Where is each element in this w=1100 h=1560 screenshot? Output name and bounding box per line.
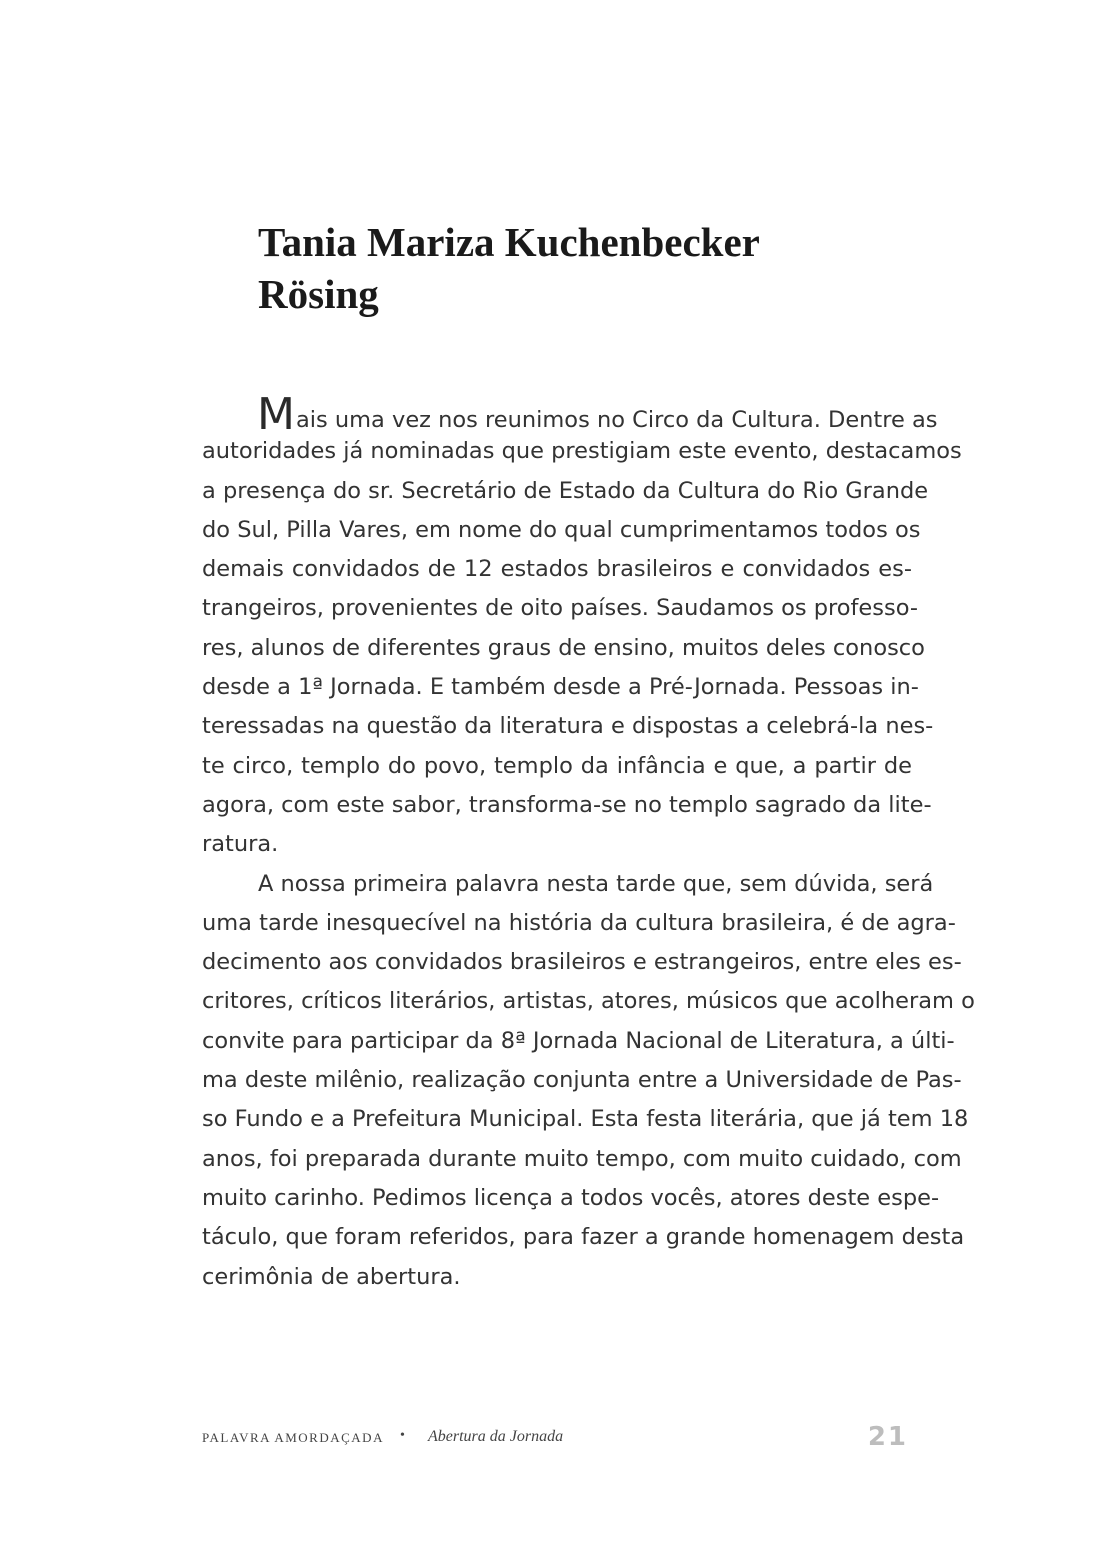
text-line: decimento aos convidados brasileiros e estrangeiros, entre eles es-	[202, 949, 962, 976]
text-line: ma deste milênio, realização conjunta entre a Universidade de Pas-	[202, 1067, 962, 1094]
book-title: PALAVRA AMORDAÇADA	[202, 1430, 384, 1445]
text-line: a presença do sr. Secretário de Estado da Cultura do Rio Grande	[202, 477, 929, 504]
text-line: agora, com este sabor, transforma-se no templo sagrado da lite-	[202, 791, 932, 818]
text-line: res, alunos de diferentes graus de ensino, muitos deles conosco	[202, 634, 925, 661]
text-line: convite para participar da 8ª Jornada Nacional de Literatura, a últi-	[202, 1027, 955, 1054]
paragraph-1-line-1	[202, 389, 938, 440]
text-line: uma tarde inesquecível na história da cultura brasileira, é de agra-	[202, 909, 956, 936]
text-line: trangeiros, provenientes de oito países. Saudamos os professo-	[202, 595, 919, 622]
bullet-separator: •	[400, 1428, 405, 1443]
paragraph-2-line-1: A nossa primeira palavra nesta tarde que, sem dúvida, será	[258, 870, 934, 897]
text-line: anos, foi preparada durante muito tempo, com muito cuidado, com	[202, 1145, 962, 1172]
body-text	[202, 389, 975, 1297]
text-line: ratura.	[202, 831, 279, 858]
text-line: teressadas na questão da literatura e dispostas a celebrá-la nes-	[202, 713, 934, 740]
page-number: 21	[867, 1422, 908, 1452]
title-line-2: Rösing	[258, 271, 379, 317]
text-line: desde a 1ª Jornada. E também desde a Pré-Jornada. Pessoas in-	[202, 674, 919, 701]
text-line: muito carinho. Pedimos licença a todos vocês, atores deste espe-	[202, 1184, 940, 1211]
text-line: te circo, templo do povo, templo da infância e que, a partir de	[202, 752, 912, 779]
text-line: so Fundo e a Prefeitura Municipal. Esta festa literária, que já tem 18	[202, 1106, 969, 1133]
title-line-1: Tania Mariza Kuchenbecker	[258, 219, 760, 265]
drop-cap: M	[257, 389, 295, 440]
page-title	[258, 216, 878, 320]
text-line: demais convidados de 12 estados brasileiros e convidados es-	[202, 556, 912, 583]
text-line: ais uma vez nos reunimos no Circo da Cultura. Dentre as	[295, 407, 938, 433]
text-line: autoridades já nominadas que prestigiam este evento, destacamos	[202, 438, 962, 465]
text-line: critores, críticos literários, artistas, atores, músicos que acolheram o	[202, 988, 975, 1015]
text-line: cerimônia de abertura.	[202, 1263, 461, 1290]
text-line: táculo, que foram referidos, para fazer a grande homenagem desta	[202, 1224, 965, 1251]
text-line: do Sul, Pilla Vares, em nome do qual cumprimentamos todos os	[202, 516, 921, 543]
section-title: Abertura da Jornada	[428, 1428, 564, 1445]
running-footer	[202, 1422, 912, 1462]
